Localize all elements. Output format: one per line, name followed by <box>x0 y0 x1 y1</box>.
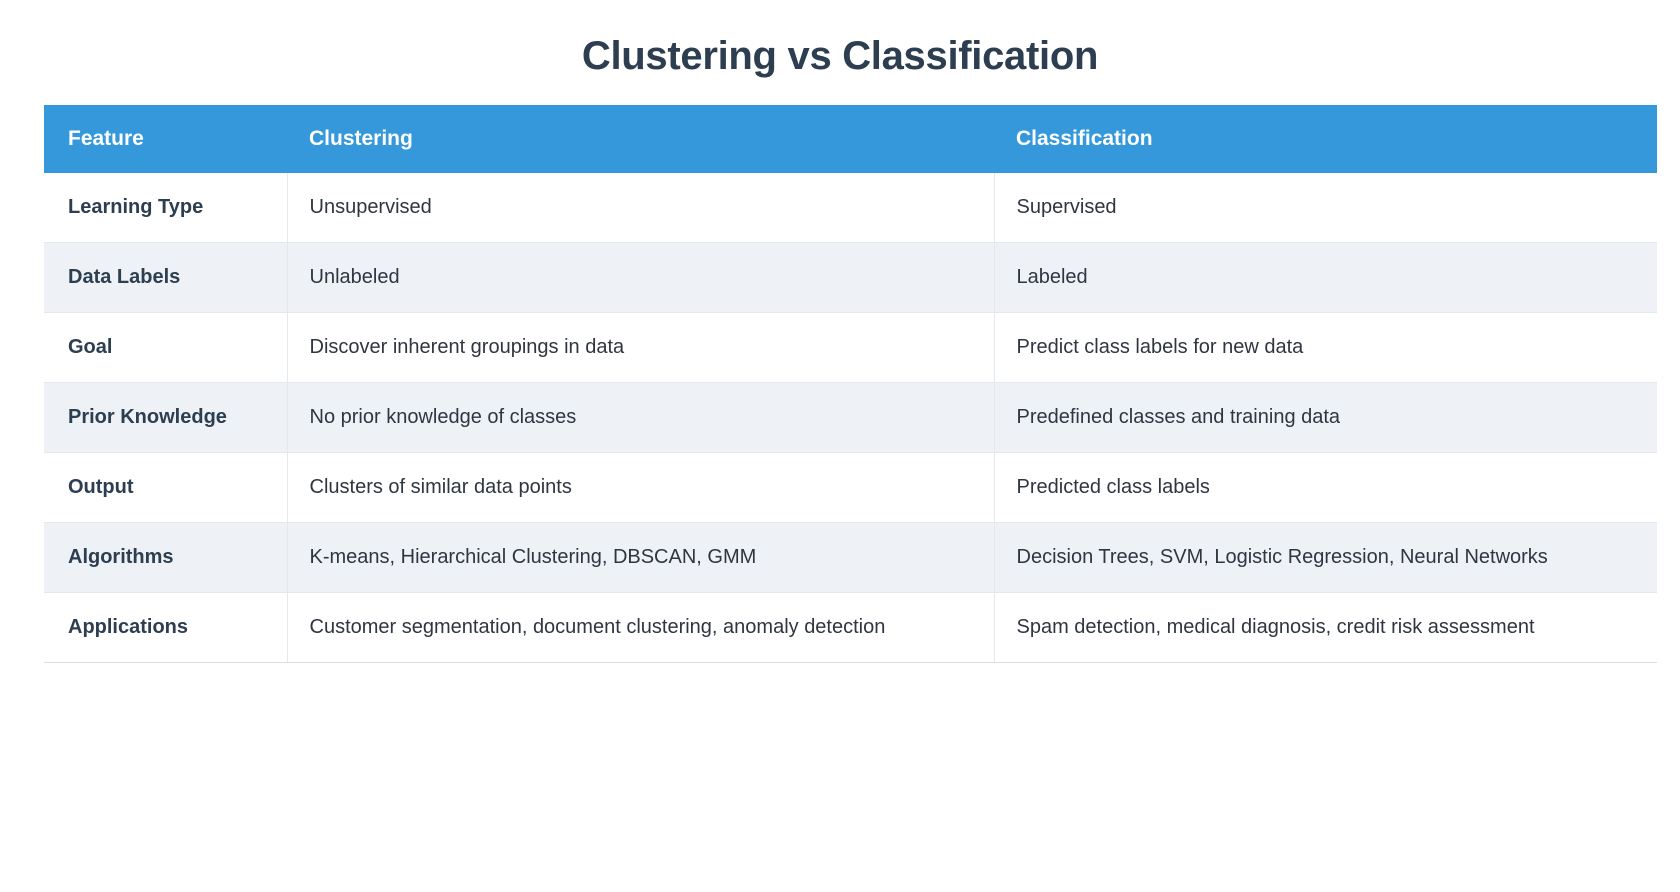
cell-clustering: Unsupervised <box>287 173 994 243</box>
cell-feature: Output <box>44 453 287 523</box>
table-row <box>44 523 1657 593</box>
cell-feature: Algorithms <box>44 523 287 593</box>
table-body <box>44 173 1657 663</box>
table-row <box>44 383 1657 453</box>
cell-clustering: K-means, Hierarchical Clustering, DBSCAN, GMM <box>287 523 994 593</box>
cell-feature: Data Labels <box>44 243 287 313</box>
column-header-clustering: Clustering <box>287 105 994 173</box>
table-header-row <box>44 105 1657 173</box>
cell-clustering: Discover inherent groupings in data <box>287 313 994 383</box>
cell-classification: Supervised <box>994 173 1657 243</box>
table-row <box>44 593 1657 663</box>
table-header <box>44 105 1657 173</box>
column-header-feature: Feature <box>44 105 287 173</box>
table-row <box>44 453 1657 523</box>
page-title: Clustering vs Classification <box>581 34 1099 78</box>
cell-classification: Spam detection, medical diagnosis, credit risk assessment <box>994 593 1657 663</box>
table-row <box>44 313 1657 383</box>
column-header-classification: Classification <box>994 105 1657 173</box>
cell-clustering: No prior knowledge of classes <box>287 383 994 453</box>
table-row <box>44 173 1657 243</box>
comparison-table <box>44 105 1657 663</box>
cell-clustering: Customer segmentation, document clustering, anomaly detection <box>287 593 994 663</box>
table-row <box>44 243 1657 313</box>
cell-classification: Decision Trees, SVM, Logistic Regression, Neural Networks <box>994 523 1657 593</box>
cell-feature: Applications <box>44 593 287 663</box>
cell-classification: Predicted class labels <box>994 453 1657 523</box>
cell-feature: Goal <box>44 313 287 383</box>
cell-classification: Predict class labels for new data <box>994 313 1657 383</box>
cell-classification: Predefined classes and training data <box>994 383 1657 453</box>
cell-feature: Prior Knowledge <box>44 383 287 453</box>
cell-clustering: Clusters of similar data points <box>287 453 994 523</box>
cell-classification: Labeled <box>994 243 1657 313</box>
cell-feature: Learning Type <box>44 173 287 243</box>
cell-clustering: Unlabeled <box>287 243 994 313</box>
